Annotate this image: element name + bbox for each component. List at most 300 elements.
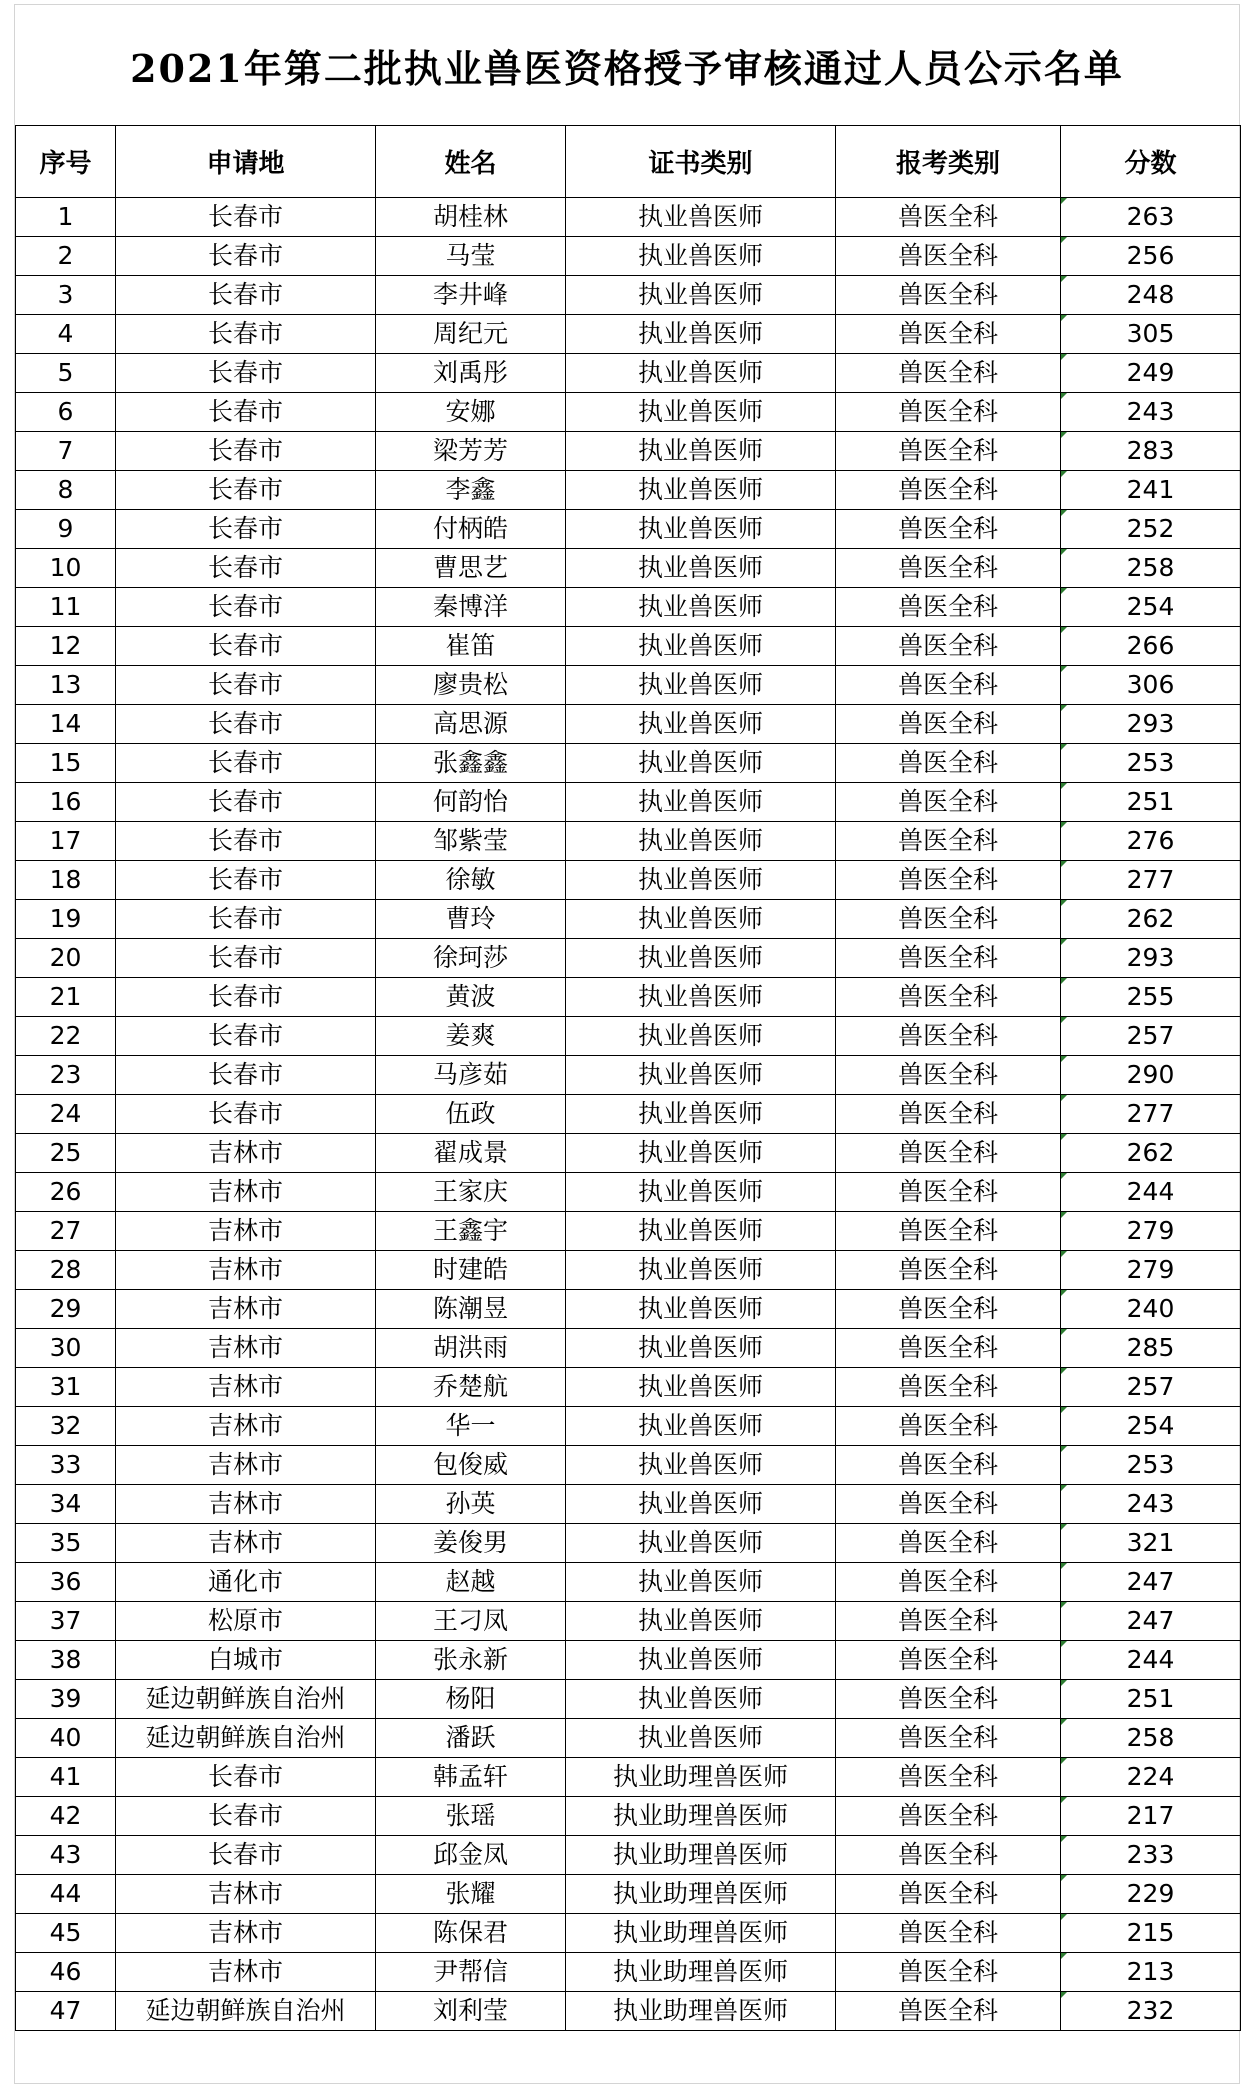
cell-exam-type: 兽医全科: [836, 1680, 1061, 1719]
cell-name: 姜俊男: [376, 1524, 566, 1563]
cell-certificate-type: 执业兽医师: [566, 1095, 836, 1134]
cell-index: 26: [16, 1173, 116, 1212]
cell-exam-type: 兽医全科: [836, 783, 1061, 822]
cell-region: 长春市: [116, 900, 376, 939]
cell-index: 31: [16, 1368, 116, 1407]
cell-name: 黄波: [376, 978, 566, 1017]
cell-index: 2: [16, 237, 116, 276]
table-row: [16, 1368, 1241, 1407]
cell-index: 20: [16, 939, 116, 978]
cell-certificate-type: 执业兽医师: [566, 1212, 836, 1251]
cell-score: 213: [1061, 1953, 1241, 1992]
cell-name: 时建皓: [376, 1251, 566, 1290]
cell-exam-type: 兽医全科: [836, 1368, 1061, 1407]
cell-name: 杨阳: [376, 1680, 566, 1719]
cell-exam-type: 兽医全科: [836, 1602, 1061, 1641]
cell-certificate-type: 执业兽医师: [566, 1329, 836, 1368]
cell-score: 248: [1061, 276, 1241, 315]
table-row: [16, 822, 1241, 861]
table-row: [16, 1992, 1241, 2031]
cell-score: 217: [1061, 1797, 1241, 1836]
cell-name: 张鑫鑫: [376, 744, 566, 783]
cell-region: 长春市: [116, 549, 376, 588]
cell-index: 35: [16, 1524, 116, 1563]
cell-region: 长春市: [116, 471, 376, 510]
table-row: [16, 1641, 1241, 1680]
cell-name: 王刁凤: [376, 1602, 566, 1641]
cell-exam-type: 兽医全科: [836, 1134, 1061, 1173]
cell-name: 刘禹彤: [376, 354, 566, 393]
cell-certificate-type: 执业助理兽医师: [566, 1836, 836, 1875]
cell-score: 263: [1061, 198, 1241, 237]
cell-index: 7: [16, 432, 116, 471]
table-row: [16, 1407, 1241, 1446]
cell-region: 长春市: [116, 588, 376, 627]
cell-score: 247: [1061, 1563, 1241, 1602]
cell-exam-type: 兽医全科: [836, 1329, 1061, 1368]
cell-score: 251: [1061, 1680, 1241, 1719]
cell-score: 290: [1061, 1056, 1241, 1095]
cell-index: 4: [16, 315, 116, 354]
cell-region: 长春市: [116, 237, 376, 276]
header-index: 序号: [16, 126, 116, 198]
cell-score: 253: [1061, 744, 1241, 783]
cell-region: 长春市: [116, 1095, 376, 1134]
cell-certificate-type: 执业兽医师: [566, 1407, 836, 1446]
cell-certificate-type: 执业助理兽医师: [566, 1914, 836, 1953]
cell-certificate-type: 执业兽医师: [566, 1134, 836, 1173]
cell-name: 邱金凤: [376, 1836, 566, 1875]
cell-exam-type: 兽医全科: [836, 237, 1061, 276]
table-row: [16, 1329, 1241, 1368]
cell-certificate-type: 执业兽医师: [566, 666, 836, 705]
cell-score: 254: [1061, 1407, 1241, 1446]
cell-score: 249: [1061, 354, 1241, 393]
cell-region: 延边朝鲜族自治州: [116, 1719, 376, 1758]
table-row: [16, 1212, 1241, 1251]
cell-region: 长春市: [116, 666, 376, 705]
cell-certificate-type: 执业兽医师: [566, 588, 836, 627]
cell-index: 3: [16, 276, 116, 315]
cell-name: 王鑫宇: [376, 1212, 566, 1251]
cell-region: 吉林市: [116, 1368, 376, 1407]
cell-certificate-type: 执业助理兽医师: [566, 1758, 836, 1797]
cell-name: 潘跃: [376, 1719, 566, 1758]
header-exam-type: 报考类别: [836, 126, 1061, 198]
cell-exam-type: 兽医全科: [836, 1446, 1061, 1485]
cell-score: 215: [1061, 1914, 1241, 1953]
cell-name: 华一: [376, 1407, 566, 1446]
cell-exam-type: 兽医全科: [836, 1173, 1061, 1212]
cell-exam-type: 兽医全科: [836, 276, 1061, 315]
cell-name: 何韵怡: [376, 783, 566, 822]
cell-certificate-type: 执业兽医师: [566, 237, 836, 276]
cell-exam-type: 兽医全科: [836, 393, 1061, 432]
cell-name: 乔楚航: [376, 1368, 566, 1407]
cell-score: 252: [1061, 510, 1241, 549]
cell-region: 长春市: [116, 978, 376, 1017]
cell-index: 38: [16, 1641, 116, 1680]
cell-certificate-type: 执业兽医师: [566, 1719, 836, 1758]
cell-index: 37: [16, 1602, 116, 1641]
cell-name: 梁芳芳: [376, 432, 566, 471]
cell-score: 277: [1061, 1095, 1241, 1134]
cell-score: 240: [1061, 1290, 1241, 1329]
cell-certificate-type: 执业兽医师: [566, 744, 836, 783]
cell-name: 孙英: [376, 1485, 566, 1524]
cell-exam-type: 兽医全科: [836, 705, 1061, 744]
cell-name: 马彦茹: [376, 1056, 566, 1095]
cell-index: 23: [16, 1056, 116, 1095]
cell-certificate-type: 执业兽医师: [566, 900, 836, 939]
cell-index: 41: [16, 1758, 116, 1797]
cell-certificate-type: 执业助理兽医师: [566, 1953, 836, 1992]
cell-region: 白城市: [116, 1641, 376, 1680]
table-row: [16, 1875, 1241, 1914]
cell-certificate-type: 执业兽医师: [566, 1368, 836, 1407]
cell-region: 长春市: [116, 1056, 376, 1095]
cell-certificate-type: 执业助理兽医师: [566, 1992, 836, 2031]
document-sheet: [14, 4, 1240, 2084]
cell-exam-type: 兽医全科: [836, 315, 1061, 354]
cell-region: 吉林市: [116, 1914, 376, 1953]
cell-index: 36: [16, 1563, 116, 1602]
cell-certificate-type: 执业兽医师: [566, 783, 836, 822]
cell-score: 266: [1061, 627, 1241, 666]
cell-certificate-type: 执业兽医师: [566, 393, 836, 432]
cell-score: 232: [1061, 1992, 1241, 2031]
cell-certificate-type: 执业兽医师: [566, 705, 836, 744]
cell-exam-type: 兽医全科: [836, 1563, 1061, 1602]
cell-score: 293: [1061, 705, 1241, 744]
cell-index: 14: [16, 705, 116, 744]
cell-index: 29: [16, 1290, 116, 1329]
cell-score: 285: [1061, 1329, 1241, 1368]
cell-name: 付柄皓: [376, 510, 566, 549]
table-row: [16, 783, 1241, 822]
cell-name: 张瑶: [376, 1797, 566, 1836]
cell-certificate-type: 执业兽医师: [566, 978, 836, 1017]
cell-certificate-type: 执业兽医师: [566, 315, 836, 354]
cell-region: 长春市: [116, 354, 376, 393]
cell-score: 293: [1061, 939, 1241, 978]
cell-index: 13: [16, 666, 116, 705]
cell-index: 33: [16, 1446, 116, 1485]
cell-exam-type: 兽医全科: [836, 354, 1061, 393]
cell-region: 吉林市: [116, 1173, 376, 1212]
table-header-row: [16, 126, 1241, 198]
cell-name: 徐敏: [376, 861, 566, 900]
cell-exam-type: 兽医全科: [836, 1407, 1061, 1446]
cell-score: 255: [1061, 978, 1241, 1017]
cell-exam-type: 兽医全科: [836, 1251, 1061, 1290]
cell-exam-type: 兽医全科: [836, 549, 1061, 588]
cell-score: 243: [1061, 393, 1241, 432]
table-row: [16, 900, 1241, 939]
table-row: [16, 510, 1241, 549]
cell-certificate-type: 执业兽医师: [566, 1446, 836, 1485]
cell-certificate-type: 执业助理兽医师: [566, 1797, 836, 1836]
cell-region: 长春市: [116, 1797, 376, 1836]
cell-score: 233: [1061, 1836, 1241, 1875]
table-row: [16, 1914, 1241, 1953]
cell-name: 李鑫: [376, 471, 566, 510]
cell-index: 22: [16, 1017, 116, 1056]
header-name: 姓名: [376, 126, 566, 198]
cell-region: 通化市: [116, 1563, 376, 1602]
cell-certificate-type: 执业兽医师: [566, 471, 836, 510]
cell-region: 长春市: [116, 822, 376, 861]
cell-index: 25: [16, 1134, 116, 1173]
cell-index: 19: [16, 900, 116, 939]
cell-index: 46: [16, 1953, 116, 1992]
table-row: [16, 237, 1241, 276]
cell-score: 257: [1061, 1368, 1241, 1407]
cell-certificate-type: 执业兽医师: [566, 1017, 836, 1056]
cell-exam-type: 兽医全科: [836, 1836, 1061, 1875]
cell-index: 15: [16, 744, 116, 783]
cell-index: 40: [16, 1719, 116, 1758]
cell-index: 39: [16, 1680, 116, 1719]
cell-index: 24: [16, 1095, 116, 1134]
table-row: [16, 1719, 1241, 1758]
cell-region: 长春市: [116, 432, 376, 471]
header-region: 申请地: [116, 126, 376, 198]
cell-score: 262: [1061, 1134, 1241, 1173]
cell-exam-type: 兽医全科: [836, 939, 1061, 978]
cell-name: 李井峰: [376, 276, 566, 315]
cell-index: 9: [16, 510, 116, 549]
cell-certificate-type: 执业兽医师: [566, 432, 836, 471]
cell-index: 21: [16, 978, 116, 1017]
table-row: [16, 1680, 1241, 1719]
cell-certificate-type: 执业兽医师: [566, 198, 836, 237]
table-row: [16, 1758, 1241, 1797]
cell-name: 翟成景: [376, 1134, 566, 1173]
cell-index: 1: [16, 198, 116, 237]
cell-exam-type: 兽医全科: [836, 1290, 1061, 1329]
cell-score: 283: [1061, 432, 1241, 471]
cell-name: 陈潮昱: [376, 1290, 566, 1329]
table-row: [16, 744, 1241, 783]
cell-region: 吉林市: [116, 1212, 376, 1251]
cell-exam-type: 兽医全科: [836, 432, 1061, 471]
cell-certificate-type: 执业兽医师: [566, 1290, 836, 1329]
cell-index: 16: [16, 783, 116, 822]
cell-certificate-type: 执业兽医师: [566, 1251, 836, 1290]
table-row: [16, 354, 1241, 393]
table-row: [16, 1602, 1241, 1641]
cell-exam-type: 兽医全科: [836, 1719, 1061, 1758]
cell-region: 长春市: [116, 198, 376, 237]
cell-exam-type: 兽医全科: [836, 1797, 1061, 1836]
cell-certificate-type: 执业兽医师: [566, 627, 836, 666]
cell-region: 吉林市: [116, 1953, 376, 1992]
cell-index: 30: [16, 1329, 116, 1368]
cell-region: 长春市: [116, 1758, 376, 1797]
cell-name: 刘利莹: [376, 1992, 566, 2031]
cell-exam-type: 兽医全科: [836, 1095, 1061, 1134]
cell-index: 17: [16, 822, 116, 861]
table-row: [16, 1446, 1241, 1485]
cell-name: 曹玲: [376, 900, 566, 939]
cell-region: 长春市: [116, 393, 376, 432]
table-row: [16, 1017, 1241, 1056]
table-row: [16, 705, 1241, 744]
cell-certificate-type: 执业兽医师: [566, 354, 836, 393]
cell-region: 松原市: [116, 1602, 376, 1641]
cell-certificate-type: 执业兽医师: [566, 510, 836, 549]
table-row: [16, 1836, 1241, 1875]
cell-index: 8: [16, 471, 116, 510]
table-row: [16, 588, 1241, 627]
cell-certificate-type: 执业兽医师: [566, 1056, 836, 1095]
cell-exam-type: 兽医全科: [836, 1875, 1061, 1914]
cell-index: 18: [16, 861, 116, 900]
cell-score: 224: [1061, 1758, 1241, 1797]
cell-exam-type: 兽医全科: [836, 627, 1061, 666]
cell-exam-type: 兽医全科: [836, 1914, 1061, 1953]
cell-exam-type: 兽医全科: [836, 588, 1061, 627]
cell-exam-type: 兽医全科: [836, 978, 1061, 1017]
cell-score: 247: [1061, 1602, 1241, 1641]
cell-index: 45: [16, 1914, 116, 1953]
cell-certificate-type: 执业助理兽医师: [566, 1875, 836, 1914]
cell-exam-type: 兽医全科: [836, 1017, 1061, 1056]
table-row: [16, 1134, 1241, 1173]
cell-exam-type: 兽医全科: [836, 1485, 1061, 1524]
table-row: [16, 939, 1241, 978]
cell-name: 曹思艺: [376, 549, 566, 588]
cell-score: 277: [1061, 861, 1241, 900]
table-row: [16, 198, 1241, 237]
cell-score: 305: [1061, 315, 1241, 354]
table-row: [16, 1173, 1241, 1212]
cell-region: 吉林市: [116, 1524, 376, 1563]
cell-certificate-type: 执业兽医师: [566, 1173, 836, 1212]
cell-region: 吉林市: [116, 1251, 376, 1290]
table-row: [16, 1797, 1241, 1836]
cell-region: 吉林市: [116, 1134, 376, 1173]
cell-exam-type: 兽医全科: [836, 1953, 1061, 1992]
cell-exam-type: 兽医全科: [836, 822, 1061, 861]
cell-name: 周纪元: [376, 315, 566, 354]
cell-exam-type: 兽医全科: [836, 1056, 1061, 1095]
cell-region: 长春市: [116, 1017, 376, 1056]
cell-certificate-type: 执业兽医师: [566, 276, 836, 315]
cell-exam-type: 兽医全科: [836, 198, 1061, 237]
cell-score: 279: [1061, 1212, 1241, 1251]
cell-name: 廖贵松: [376, 666, 566, 705]
cell-score: 262: [1061, 900, 1241, 939]
cell-certificate-type: 执业兽医师: [566, 1485, 836, 1524]
cell-name: 邹紫莹: [376, 822, 566, 861]
cell-region: 延边朝鲜族自治州: [116, 1680, 376, 1719]
cell-score: 306: [1061, 666, 1241, 705]
cell-name: 伍政: [376, 1095, 566, 1134]
cell-name: 姜爽: [376, 1017, 566, 1056]
cell-name: 徐珂莎: [376, 939, 566, 978]
cell-region: 长春市: [116, 939, 376, 978]
cell-score: 321: [1061, 1524, 1241, 1563]
table-row: [16, 666, 1241, 705]
cell-score: 244: [1061, 1641, 1241, 1680]
cell-index: 43: [16, 1836, 116, 1875]
cell-name: 张耀: [376, 1875, 566, 1914]
cell-certificate-type: 执业兽医师: [566, 861, 836, 900]
cell-certificate-type: 执业兽医师: [566, 1602, 836, 1641]
cell-exam-type: 兽医全科: [836, 510, 1061, 549]
cell-certificate-type: 执业兽医师: [566, 549, 836, 588]
cell-region: 长春市: [116, 627, 376, 666]
cell-name: 赵越: [376, 1563, 566, 1602]
cell-region: 吉林市: [116, 1875, 376, 1914]
cell-name: 韩孟轩: [376, 1758, 566, 1797]
cell-index: 42: [16, 1797, 116, 1836]
cell-name: 秦博洋: [376, 588, 566, 627]
cell-exam-type: 兽医全科: [836, 1212, 1061, 1251]
cell-score: 257: [1061, 1017, 1241, 1056]
table-row: [16, 315, 1241, 354]
cell-index: 28: [16, 1251, 116, 1290]
header-score: 分数: [1061, 126, 1241, 198]
cell-region: 长春市: [116, 705, 376, 744]
cell-exam-type: 兽医全科: [836, 900, 1061, 939]
table-row: [16, 1485, 1241, 1524]
cell-exam-type: 兽医全科: [836, 861, 1061, 900]
cell-score: 229: [1061, 1875, 1241, 1914]
cell-region: 长春市: [116, 315, 376, 354]
cell-score: 243: [1061, 1485, 1241, 1524]
cell-region: 长春市: [116, 744, 376, 783]
table-row: [16, 432, 1241, 471]
cell-region: 吉林市: [116, 1485, 376, 1524]
cell-score: 256: [1061, 237, 1241, 276]
table-row: [16, 978, 1241, 1017]
cell-certificate-type: 执业兽医师: [566, 1680, 836, 1719]
table-row: [16, 627, 1241, 666]
cell-name: 胡桂林: [376, 198, 566, 237]
cell-score: 258: [1061, 549, 1241, 588]
cell-index: 5: [16, 354, 116, 393]
table-row: [16, 1095, 1241, 1134]
cell-exam-type: 兽医全科: [836, 471, 1061, 510]
cell-score: 253: [1061, 1446, 1241, 1485]
table-row: [16, 549, 1241, 588]
cell-score: 254: [1061, 588, 1241, 627]
roster-table: [15, 125, 1241, 2031]
cell-name: 王家庆: [376, 1173, 566, 1212]
cell-exam-type: 兽医全科: [836, 1641, 1061, 1680]
cell-exam-type: 兽医全科: [836, 1992, 1061, 2031]
cell-region: 长春市: [116, 861, 376, 900]
table-row: [16, 1953, 1241, 1992]
cell-region: 吉林市: [116, 1329, 376, 1368]
cell-index: 12: [16, 627, 116, 666]
cell-certificate-type: 执业兽医师: [566, 1563, 836, 1602]
cell-name: 高思源: [376, 705, 566, 744]
cell-certificate-type: 执业兽医师: [566, 1641, 836, 1680]
cell-region: 长春市: [116, 276, 376, 315]
table-row: [16, 1563, 1241, 1602]
table-row: [16, 276, 1241, 315]
cell-certificate-type: 执业兽医师: [566, 822, 836, 861]
cell-region: 延边朝鲜族自治州: [116, 1992, 376, 2031]
cell-exam-type: 兽医全科: [836, 666, 1061, 705]
cell-index: 6: [16, 393, 116, 432]
table-row: [16, 861, 1241, 900]
cell-score: 244: [1061, 1173, 1241, 1212]
